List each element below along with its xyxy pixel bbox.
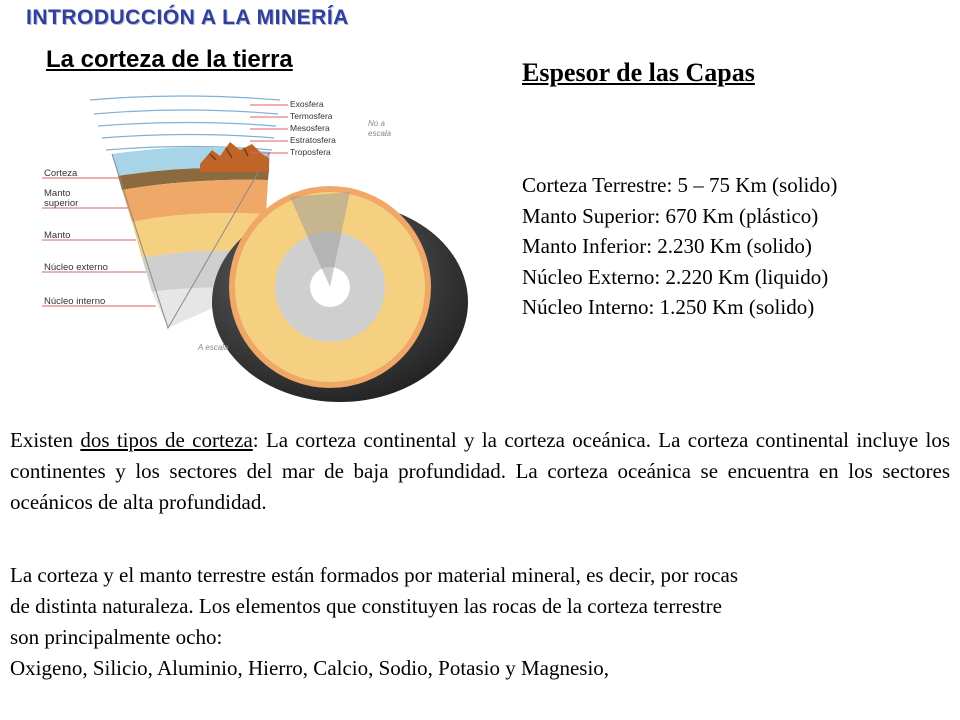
layers-thickness-title: Espesor de las Capas	[522, 58, 755, 87]
label-nucleo-interno: Núcleo interno	[44, 296, 106, 307]
crust-types-paragraph	[10, 425, 950, 518]
label-manto: Manto	[44, 230, 71, 241]
composition-paragraph	[10, 560, 950, 684]
header-title: INTRODUCCIÓN A LA MINERÍA	[26, 6, 349, 29]
layer-thickness-item: Manto Inferior: 2.230 Km (solido)	[522, 234, 812, 258]
layer-thickness-item: Núcleo Externo: 2.220 Km (liquido)	[522, 264, 829, 289]
label-to-scale: A escala	[198, 343, 229, 352]
label-corteza: Corteza	[44, 168, 78, 179]
composition-line: son principalmente ocho:	[10, 625, 223, 649]
label-manto-superior-2: superior	[44, 198, 79, 209]
label-estratosfera: Estratosfera	[290, 135, 336, 145]
label-termosfera: Termosfera	[290, 111, 333, 121]
layer-thickness-item: Manto Superior: 670 Km (plástico)	[522, 203, 819, 228]
label-mesosfera: Mesosfera	[290, 123, 330, 133]
atmosphere-arcs	[90, 96, 280, 150]
elements-list-line: Oxigeno, Silicio, Aluminio, Hierro, Calcio, Sodio, Potasio y Magnesio,	[10, 656, 610, 680]
label-nucleo-externo: Núcleo externo	[44, 262, 108, 273]
label-manto-superior-1: Manto	[44, 188, 71, 199]
layer-thickness-item: Núcleo Interno: 1.250 Km (solido)	[522, 295, 815, 319]
label-troposfera: Troposfera	[290, 147, 331, 157]
composition-line: de distinta naturaleza. Los elementos que constituyen las rocas de la corteza terrestre	[10, 594, 722, 618]
composition-line: La corteza y el manto terrestre están formados por material mineral, es decir, por rocas	[10, 563, 738, 587]
layer-thickness-item: Corteza Terrestre: 5 – 75 Km (solido)	[522, 173, 838, 197]
label-not-to-scale-1: No a	[368, 119, 385, 128]
crust-types-emphasis: dos tipos de corteza	[80, 428, 253, 452]
earth-layers-diagram	[40, 92, 480, 402]
label-exosfera: Exosfera	[290, 99, 324, 109]
layers-thickness-list	[522, 170, 837, 323]
para1-rest: : La corteza continental y la corteza oceánica. La corteza continental incluye los continentes y los sectores del mar de baja profundidad. La corteza oceánica se encuentra en los sectores oceánicos de alta profundidad.	[10, 428, 950, 514]
label-not-to-scale-2: escala	[368, 129, 392, 138]
crust-subtitle: La corteza de la tierra	[46, 46, 293, 73]
para1-prefix: Existen	[10, 428, 81, 452]
